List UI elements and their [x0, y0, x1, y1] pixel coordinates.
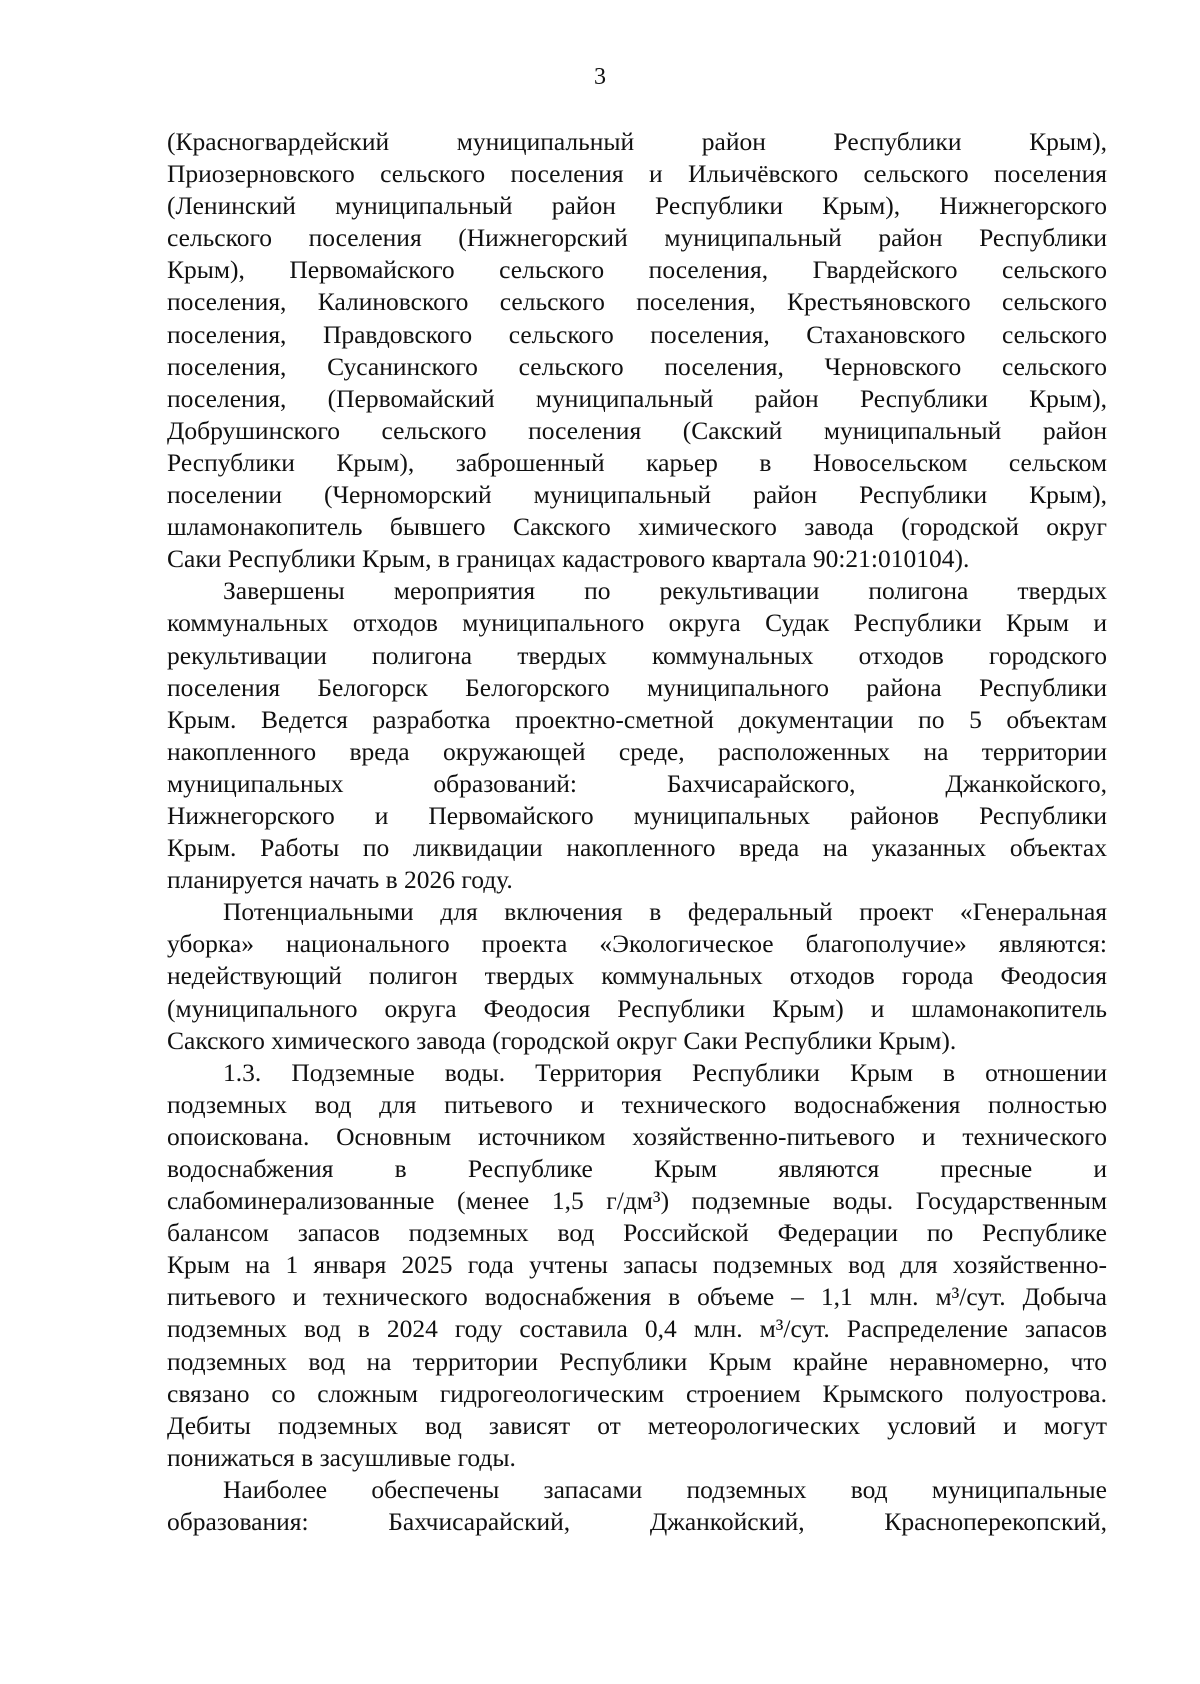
text-line: Потенциальными для включения в федеральный проект «Генеральная — [223, 897, 1107, 927]
text-line: понижаться в засушливые годы. — [167, 1442, 516, 1472]
text-line: подземных вод на территории Республики Крым крайне неравномерно, что — [167, 1346, 1107, 1376]
text-line: Завершены мероприятия по рекультивации полигона твердых — [223, 576, 1107, 606]
text-line: водоснабжения в Республике Крым являются пресные и — [167, 1154, 1107, 1183]
text-line: Крым. Работы по ликвидации накопленного вреда на указанных объектах — [167, 833, 1107, 863]
document-body — [167, 126, 1107, 1538]
text-line: Нижнегорского и Первомайского муниципальных районов Республики — [167, 800, 1107, 830]
text-line: опоискована. Основным источником хозяйственно-питьевого и технического — [167, 1121, 1107, 1151]
text-line: Крым на 1 января 2025 года учтены запасы подземных вод для хозяйственно- — [167, 1250, 1107, 1280]
text-line: шламонакопитель бывшего Сакского химического завода (городской округ — [167, 512, 1107, 542]
text-line: Добрушинского сельского поселения (Сакский муниципальный район — [167, 415, 1107, 445]
text-line: планируется начать в 2026 году. — [167, 865, 513, 895]
text-line: слабоминерализованные (менее 1,5 г/дм³) подземные воды. Государственным — [167, 1186, 1107, 1216]
page-number: 3 — [594, 64, 606, 90]
text-line: подземных вод для питьевого и технического водоснабжения полностью — [167, 1089, 1107, 1119]
text-line: поселения Белогорск Белогорского муниципального района Республики — [167, 672, 1107, 702]
text-line: (Красногвардейский муниципальный район Республики Крым), — [167, 127, 1107, 156]
text-line: Саки Республики Крым, в границах кадастрового квартала 90:21:010104). — [167, 544, 970, 574]
paragraph-sites-list — [167, 126, 1107, 575]
text-line: поселения, Правдовского сельского поселения, Стахановского сельского — [167, 319, 1107, 349]
paragraph-groundwater — [167, 1057, 1107, 1474]
text-line: Республики Крым), заброшенный карьер в Новосельском сельском — [167, 447, 1107, 477]
text-line: поселении (Черноморский муниципальный район Республики Крым), — [167, 480, 1107, 510]
text-line: Приозерновского сельского поселения и Ильичёвского сельского поселения — [167, 159, 1107, 189]
text-line: связано со сложным гидрогеологическим строением Крымского полуострова. — [167, 1378, 1107, 1408]
text-line: Сакского химического завода (городской округ Саки Республики Крым). — [167, 1025, 957, 1055]
text-line: коммунальных отходов муниципального округа Судак Республики Крым и — [167, 608, 1107, 638]
text-line: (Ленинский муниципальный район Республики Крым), Нижнегорского — [167, 191, 1107, 221]
text-line: подземных вод в 2024 году составила 0,4 млн. м³/сут. Распределение запасов — [167, 1314, 1107, 1344]
text-line: поселения, (Первомайский муниципальный район Республики Крым), — [167, 383, 1107, 413]
text-line: образования: Бахчисарайский, Джанкойский, Красноперекопский, — [167, 1507, 1107, 1537]
text-line: рекультивации полигона твердых коммунальных отходов городского — [167, 640, 1107, 670]
text-line: накопленного вреда окружающей среде, расположенных на территории — [167, 736, 1107, 766]
text-line: поселения, Сусанинского сельского поселения, Черновского сельского — [167, 351, 1107, 381]
text-line: балансом запасов подземных вод Российской Федерации по Республике — [167, 1218, 1107, 1248]
text-line: 1.3. Подземные воды. Территория Республики Крым в отношении — [223, 1057, 1107, 1087]
text-line: (муниципального округа Феодосия Республики Крым) и шламонакопитель — [167, 993, 1107, 1023]
paragraph-groundwater-supply — [167, 1474, 1107, 1538]
text-line: уборка» национального проекта «Экологическое благополучие» являются: — [167, 929, 1107, 959]
paragraph-general-cleanup — [167, 896, 1107, 1056]
text-line: сельского поселения (Нижнегорский муниципальный район Республики — [167, 223, 1107, 253]
text-line: Дебиты подземных вод зависят от метеорологических условий и могут — [167, 1410, 1107, 1440]
text-line: поселения, Калиновского сельского поселения, Крестьяновского сельского — [167, 287, 1107, 317]
text-line: недействующий полигон твердых коммунальных отходов города Феодосия — [167, 961, 1107, 991]
text-line: питьевого и технического водоснабжения в объеме – 1,1 млн. м³/сут. Добыча — [167, 1282, 1107, 1312]
text-line: Крым), Первомайского сельского поселения, Гвардейского сельского — [167, 255, 1107, 285]
paragraph-recultivation — [167, 575, 1107, 896]
text-line: муниципальных образований: Бахчисарайского, Джанкойского, — [167, 768, 1107, 798]
text-line: Крым. Ведется разработка проектно-сметной документации по 5 объектам — [167, 704, 1107, 734]
text-line: Наиболее обеспечены запасами подземных вод муниципальные — [223, 1474, 1107, 1504]
